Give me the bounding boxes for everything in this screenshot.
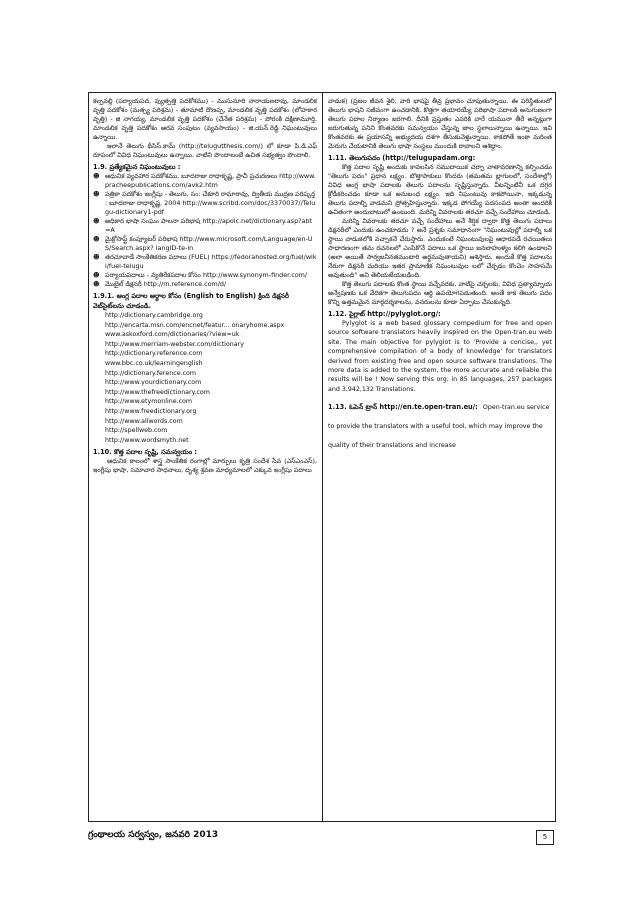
- list-item: ☻ పర్యాయపదాలు - వ్యతిరేకపదాల కోసం http://www.synonym-finder.com/: [93, 271, 308, 279]
- dictionary-link[interactable]: www.bbc.co.uk/learningenglish: [105, 359, 203, 367]
- section-1-11-paragraph: కొత్త తెలుగు పదాలకు కొంత స్థాయి వచ్చేవరకు, వాటిపై చర్చలకు, వివిధ ప్రత్యామ్నాయ అన్వేషణకు ఒక వేదికగా తెలుగుపదం ఆర్థి ఉపయోగపడుతుంది. అంతే కాక తెలుగు పదం కొన్ని ఉత్తమమైన మార్గదర్శకాలను, వనరులను కూడా ఏర్పాటు చేసుకున్నది.: [328, 280, 552, 306]
- list-item: ☻ అధికార భాషా సంఘం పాలనా పరిభాష http://apolc.net/dictionary.asp?abt=A: [93, 217, 313, 234]
- intro-paragraph: కల్పవల్లి (పర్యాయపద, వ్యుత్పత్తి పదకోశము) - ముసునూరి నారాయణరావు, మాండలిక వృత్తి పదకోశం (మత్స్య పరిశ్రమ) - తూమాటి దొణప్ప, మాండలిక వృత్తి పదకోశం (లోహకార వృత్తి) - జి నాగయ్య, మాండలిక వృత్తి పదకోశం (చేనేత పరిశ్రమ) - పోరంకి దక్షిణామూర్తి, మాండలిక వృత్తి పదకోశం ఆరవ సంపుటం (వ్యవసాయం) - జి.యన్.రెడ్డి నిఘంటువులు ఉన్నాయి.: [93, 97, 317, 141]
- list-item: ☻ ఆధునిక వ్యవహార పదకోశము, బూదరాజు రాధాకృష్ణ, ప్రాచీ ప్రచురణలు http://www.pracheepublications.com/avk2.htm: [93, 172, 316, 189]
- right-column: [328, 97, 552, 819]
- open-tran-paragraph: Open-tran.eu service to provide the translators with a useful tool, which may improve the quality of their translations and increase: [328, 404, 550, 450]
- section-heading-1-9: 1.9. ప్రత్యేకమైన నిఘంటువులు :: [93, 163, 181, 171]
- reader-bullet-icon: ☻: [93, 253, 100, 261]
- dictionary-link[interactable]: http://dictionary.cambridge.org: [105, 312, 203, 319]
- reader-bullet-icon: ☻: [93, 280, 100, 288]
- section-heading-1-10: 1.10. కొత్త పదాల సృష్టి, సమన్వయం :: [93, 448, 198, 457]
- list-item: ☻ మైక్రోసాఫ్ట్ కంప్యూటర్ పరిభాష http://www.microsoft.com/Language/en-US/Search.aspx? langID-te-in: [93, 235, 313, 252]
- reader-bullet-icon: ☻: [93, 235, 100, 243]
- dictionary-link[interactable]: http://spellweb.com: [105, 427, 168, 435]
- section-1-11-paragraph: మరిన్ని వివరాలకు తరచూ వచ్చే సందేహాలు అనే శీర్షిక ద్వారా కొత్త తెలుగు పదాలు డిక్షనరీలో ఎందుకు ఉంచకూడదు ? అనే ప్రశ్నకు సమాధానంగా "నిఘంటువుల్లో పదాల్ని ఒక స్థాయి వాడుకలోకి వచ్చాకనే చేరుస్తారు. ఎందుకంటే నిఘంటువులపై ఆధారపడే రచయితలు సాధారణంగా తమ రచనలలో ఎంపికొనే పదాలు ఒక స్థాయి జనబాహుళ్యం కలిగి ఉండాలని (అలా అయితే సార్వజనీనతమంటారి అర్థమవుతాయని) ఆశిస్తారు. అందుకే కొత్త పదాలను నేరుగా డిక్షనరీ మరియు ఇతర ప్రామాణిక నిఘంటువుల లలో చేర్చడం కొంచెం సాహసమే అవుతుంది" అని తెలియజేయబడింది.: [328, 217, 552, 279]
- dictionary-link[interactable]: http://www.freedictionary.org: [105, 407, 197, 415]
- left-column: [93, 97, 317, 819]
- list-item: ☻ తరచూవాడే సాంకేతికరణ పదాలు (FUEL) https://fedorahosted.org/fuel/wiki/fuel-telugu: [93, 253, 317, 270]
- reader-bullet-icon: ☻: [93, 217, 100, 225]
- journal-title: గ్రంథాలయ సర్వస్వం, జనవరి 2013: [88, 830, 219, 840]
- article-page: [88, 92, 556, 822]
- section-heading-1-12: 1.12. పైగ్లాట్ http://pylyglot.org/:: [328, 310, 441, 318]
- list-item: ☻ పత్రికా పదకోశం ఇంగ్లీషు - తెలుగు, సం: చేకూరి రామారావు, ద్వితీయ ముద్రణ పరిష్కర్త : బూదరాజు రాధాకృష్ణ. 2004 http://www.scribd.com/doc/3370037//Telugu-dictionary1-pdf: [93, 190, 316, 216]
- dictionary-link[interactable]: http://www.wordsmyth.net: [105, 436, 189, 444]
- telugu-thesis-paragraph: ఇలానే తెలుగు థీసిస్.కామ్ (http://telugutthesis.com/) లో కూడా పి.డి.ఎఫ్ రూపంలో వివిధ నిఘంటువులు ఉన్నాయి. వాటిని పొందాలంటే ఉచిత సభ్యత్వం పొందాలి.: [93, 142, 317, 159]
- section-1-10-paragraph: ఆధునిక కాలంలో శాస్త్ర సాంకేతిక రంగాల్లో మార్పులు కృత్రి సందేశ సేవ (ఎస్ఎంఎస్), ఇంగ్లీషు భాషా, సమాచార సాధనాలు, దృశ్య శ్రవణ మాధ్యమాలలో ఎక్కువ ఇంగ్లీషు పదాలు: [93, 457, 317, 475]
- reader-bullet-icon: ☻: [93, 271, 100, 279]
- dictionary-link[interactable]: http://encarta.msn.com/encnet/featur... onaryhome.aspx: [105, 321, 285, 329]
- pylyglot-paragraph: Pylyglot is a web based glossary compedium for free and open source software translators heavily inspired on the Open-tran.eu web site. The main objective for pylyglot is to 'Provide a concise,, yet comprehensive compilation of a body of knowledge' for translators derived from existing free and open source software translations. The more data is added to the system, the more accurate and reliable the results will be ! Now serving this org. in 85 languages, 257 packages and 3,942,132 Translations.: [328, 320, 552, 393]
- reader-bullet-icon: ☻: [93, 172, 100, 180]
- dictionary-link[interactable]: www.askoxford.com/dictionaries/?view=uk: [105, 331, 240, 339]
- reader-bullet-icon: ☻: [93, 190, 100, 198]
- dictionary-link[interactable]: http://dictionary.ference.com: [105, 369, 197, 377]
- page-number: 5: [536, 830, 554, 845]
- section-1-11-paragraph: కొత్త పదాల సృష్టి అందుకు కావలసిన సముదాయిక చర్చా వాతావరణాన్ని కల్పించడం "తెలుగు పదం" ప్రధాన లక్ష్యం. బొత్తాపాకులు కొందరు (తమతమ బ్లాగులలో, సందేశాల్లో) వివిధ ఆంగ్ల భాషా పదాలకు తెలుగు పదాలను సృష్టిస్తున్నారు. వీటన్నింటినీ ఒక దగ్గర క్రోడీకరించడం కూడా ఒక అనుబంధ లక్ష్యం. ఇది నిఘంటువు కాకపోయినా, ఇక్కడున్న తెలుగు పదాల్ని వాడమని ప్రోత్సహిస్తున్నారు. ఇక్కడ పోగయ్యే పదసంపద అంతా అందరికీ ఉచితంగా అందుబాటులో ఉంటుంది. మరిన్ని వివరాలకు తరచూ వచ్చే సందేహాలు చూడండి.: [328, 163, 552, 216]
- section-heading-1-9-1: 1.9.1. ఆంగ్ల పదాల అర్థాల కోసం (English to English) క్రింది డిక్షనరీ వెబ్‌సైట్‌లను చూడండి.: [93, 292, 289, 310]
- page-footer: [88, 828, 556, 848]
- dictionary-link[interactable]: http://www.merriam-webster.com/dictionary: [105, 340, 244, 348]
- column-divider: [322, 93, 323, 821]
- section-heading-1-13: 1.13. ఓపెన్ ట్రాన్ http://en.te.open-tran.eu/:: [328, 403, 478, 412]
- list-item: ☻ మొబైల్ డిక్షనరీ http://m.reference.com/d/: [93, 280, 227, 288]
- dictionary-link[interactable]: http://www.yourdictionary.com: [105, 379, 202, 387]
- section-heading-1-11: 1.11. తెలుగుపదం (http://telugupadam.org:: [328, 154, 476, 162]
- dictionary-link[interactable]: http://dictionary.reference.com: [105, 350, 203, 358]
- continuation-paragraph: వాడుక) (ప్రజల జీవన శైలి, వారి భాషపై తీవ్ర ప్రభావం చూపుతున్నాయి. ఈ పరిస్థితులలో తెలుగు భాషని సజీవంగా ఉంచడానికి, కొత్తగా తయారయ్యే పరిభాషా పదాలకి అనుగుణంగా తెలుగు పదాల నిర్మాణం జరగాలి. దీనికి ప్రస్తుతం ఎవరికి వారే యమునా తీరే అన్నట్లుగా జరుగుతున్న పనిని కొంతవరకు సమన్వయం చేస్తున్న జాల స్థలాలున్నాయి ఉన్నాయి. ఇవి కొంతవరకు ఈ ప్రయాసన్ని అభ్యుదయ దశగా తీసుకువెళ్తున్నాయి. కాకపోతే ఇంకా మరింత మెరుగు చేయటానికి తెలుగు భాషా సంస్థలు ముందుకి రావాలని ఆశిద్దాం.: [328, 97, 552, 150]
- dictionary-link[interactable]: http://www.etymonline.com: [105, 398, 193, 406]
- dictionary-link[interactable]: http://www.allwords.com: [105, 417, 183, 425]
- dictionary-link[interactable]: http://www.thefreedictionary.com: [105, 388, 210, 396]
